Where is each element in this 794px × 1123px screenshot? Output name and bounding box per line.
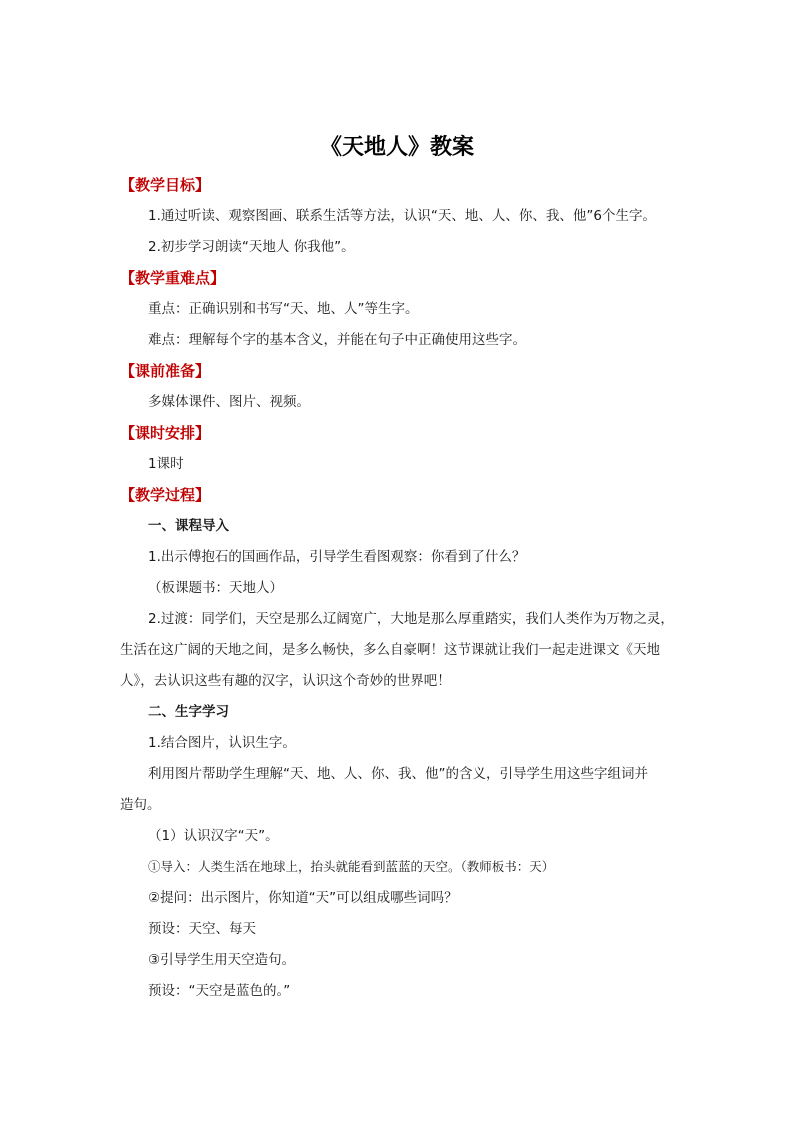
section-heading-schedule: 【课时安排】 [120,424,211,442]
paragraph: ③引导学生用天空造句。 [148,952,296,968]
paragraph: 1.结合图片，认识生字。 [148,735,296,751]
paragraph: 重点：正确识别和书写“天、地、人”等生字。 [148,301,419,317]
paragraph: 多媒体课件、图片、视频。 [148,394,310,410]
section-heading-objectives: 【教学目标】 [120,176,211,194]
subheading: 二、生字学习 [148,704,229,720]
subheading: 一、课程导入 [148,518,229,534]
paragraph: 预设：“天空是蓝色的。” [148,983,291,999]
paragraph: （板课题书：天地人） [148,580,283,596]
paragraph: 人》，去认识这些有趣的汉字，认识这个奇妙的世界吧！ [120,673,451,689]
paragraph: ②提问：出示图片，你知道“天”可以组成哪些词吗？ [148,890,458,906]
paragraph: 1.通过听读、观察图画、联系生活等方法，认识“天、地、人、你、我、他”6个生字。 [148,208,656,224]
paragraph: （1）认识汉字“天”。 [148,828,279,844]
section-heading-key-points: 【教学重难点】 [120,269,226,287]
paragraph: ①导入：人类生活在地球上，抬头就能看到蓝蓝的天空。（教师板书：天） [148,859,555,874]
paragraph: 预设：天空、每天 [148,921,256,937]
section-heading-preparation: 【课前准备】 [120,362,211,380]
paragraph: 造句。 [120,797,161,813]
paragraph: 难点：理解每个字的基本含义，并能在句子中正确使用这些字。 [148,332,526,348]
paragraph: 1.出示傅抱石的国画作品，引导学生看图观察：你看到了什么？ [148,549,526,565]
paragraph: 利用图片帮助学生理解“天、地、人、你、我、他”的含义，引导学生用这些字组词并 [148,766,648,782]
paragraph: 2.初步学习朗读“天地人 你我他”。 [148,239,355,255]
section-heading-process: 【教学过程】 [120,486,211,504]
paragraph: 1课时 [148,456,184,472]
paragraph: 生活在这广阔的天地之间，是多么畅快，多么自豪啊！这节课就让我们一起走进课文《天地 [120,642,660,658]
paragraph: 2.过渡：同学们，天空是那么辽阔宽广，大地是那么厚重踏实，我们人类作为万物之灵， [148,611,674,627]
page-title: 《天地人》教案 [319,134,474,160]
